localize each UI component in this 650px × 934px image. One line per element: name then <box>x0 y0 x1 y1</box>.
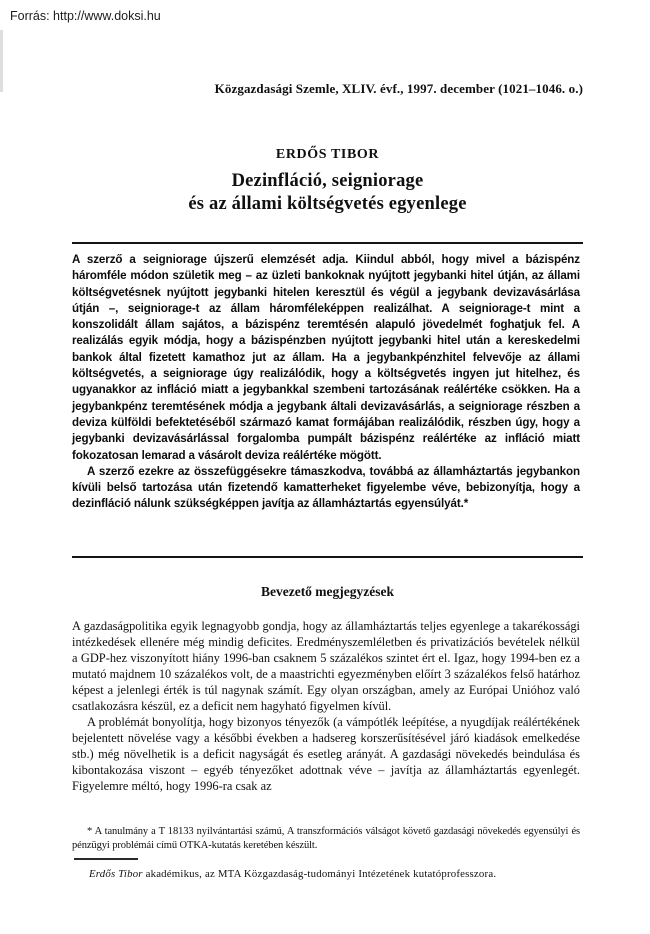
top-divider <box>72 242 583 244</box>
abstract-paragraph-1: A szerző a seigniorage újszerű elemzését adja. Kiindul abból, hogy mivel a bázispénz háromféle módon születik meg – az üzleti bankoknak nyújtott jegybanki hitel útján, az állami költségvetésnek nyújtott jegybanki hitelen keresztül és végül a jegybank devizavásárlása útján –, seigniorage-t az állam háromféleképpen realizálhat. A seigniorage-t mint a konszolidált állam sajátos, a bázispénz teremtésén alapuló jövedelmét foghatjuk fel. A realizálás egyik módja, hogy a bázispénzben nyújtott jegybanki hitel után a kereskedelmi bankok által fizetett kamathoz jut az állam. Ha a jegybankpénzhitel felvevője az állami költségvetés, a seigniorage úgy realizálódik, hogy a költségvetés ingyen jut hitelhez, és ugyanakkor az infláció miatt a jegybankkal szembeni tartozásának reálértéke csökken. Ha a jegybankpénz teremtésének módja a jegybank általi devizavásárlás, a seigniorage részben a deviza külföldi befektetéséből származó kamat formájában realizálódik, részben úgy, hogy a jegybanki devizavásárlással forgalomba pumpált bázispénz reálértéke az infláció miatt fokozatosan lemarad a vásárolt deviza reálértéke mögött. <box>72 253 580 462</box>
section-heading: Bevezető megjegyzések <box>260 584 395 599</box>
abstract <box>72 252 580 513</box>
body-paragraph-1: A gazdaságpolitika egyik legnagyobb gondja, hogy az államháztartás teljes egyenlege a takarékossági intézkedések ellenére még mindig deficites. Eredményszemléletben és privatizációs bevételek nélkül a GDP-hez viszonyított hiány 1996-ban csaknem 5 százalékos szintet ért el. Igaz, hogy 1994-ben ez a mutató majdnem 10 százalékos volt, de a maastrichti egyezményben előírt 3 százalékos felső határhoz képest a jelenlegi érték is túl nagynak számít. Egy olyan országban, amely az Európai Unióhoz való csatlakozásra készül, ez a deficit nem hagyható figyelmen kívül. <box>72 619 580 713</box>
article-title-line-2: és az állami költségvetés egyenlege <box>188 193 467 214</box>
article-title-line-1: Dezinfláció, seigniorage <box>231 171 424 191</box>
author-name: ERDŐS TIBOR <box>275 147 380 162</box>
footer-block <box>72 825 580 881</box>
body-paragraph-2: A problémát bonyolítja, hogy bizonyos tényezők (a vámpótlék leépítése, a nyugdíjak reálértékének bejelentett növelése vagy a későbbi években a hadsereg korszerűsítésével járó kiadások emelkedése stb.) még növelhetik is a deficit nagyságát és esetleg arányát. A gazdasági növekedés beindulása és kibontakozása viszont – egyéb tényezőket adottnak véve – javítja az államháztartás egyenlegét. Figyelemre méltó, hogy 1996-ra csak az <box>72 714 580 793</box>
article-title <box>72 170 583 215</box>
author-bio-description: akadémikus, az MTA Közgazdaság-tudományi Intézetének kutatóprofesszora. <box>142 867 497 880</box>
author-bio <box>72 867 580 881</box>
journal-citation: Közgazdasági Szemle, XLIV. évf., 1997. december (1021–1046. o.) <box>214 81 583 96</box>
source-url-note: Forrás: http://www.doksi.hu <box>10 9 161 23</box>
abstract-paragraph-2: A szerző ezekre az összefüggésekre támaszkodva, továbbá az államháztartás jegybankon kívüli belső tartozása után fizetendő kamatterheket figyelembe véve, bebizonyítja, hogy a dezinfláció nálunk szükségképpen javítja az államháztartás egyensúlyát.* <box>72 464 580 511</box>
scan-edge-artifact <box>0 30 3 92</box>
footnote-text: * A tanulmány a T 18133 nyilvántartási számú, A transzformációs válságot követő gazdasági növekedés egyensúlyi és pénzügyi problémái című OTKA-kutatás keretében készült. <box>72 826 580 851</box>
author-bio-name: Erdős Tibor <box>89 867 143 880</box>
footnote-divider <box>74 858 138 860</box>
body-text <box>72 619 580 794</box>
bottom-divider <box>72 556 583 558</box>
